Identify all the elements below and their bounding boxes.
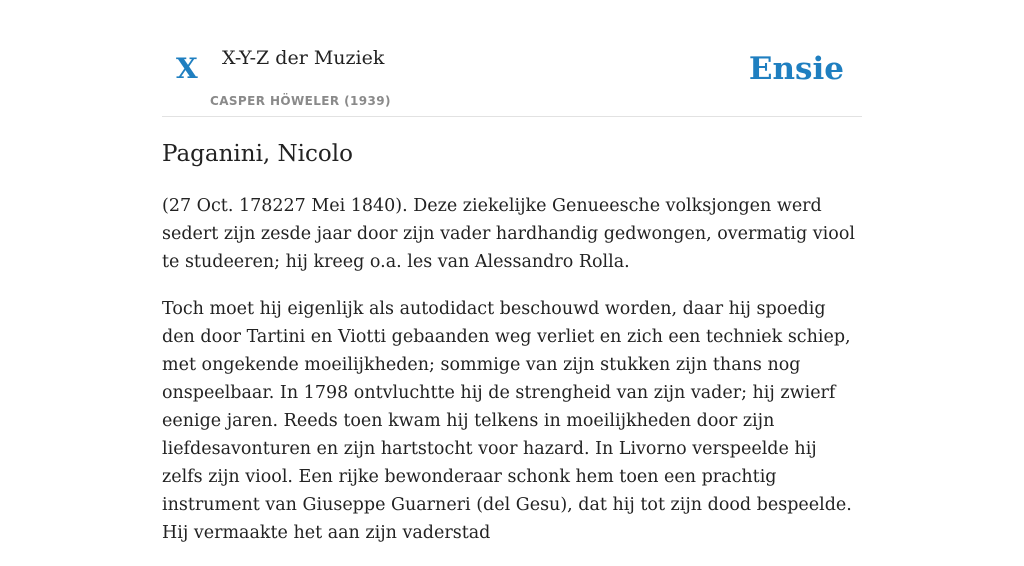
brand-logo[interactable]: Ensie <box>748 51 844 87</box>
paragraph: Toch moet hij eigenlijk als autodidact beschouwd worden, daar hij spoedig den door Tartini en Viotti gebaanden weg verliet en zich een techniek schiep, met ongekende moeilijkheden; sommige van zijn stukken zijn thans nog onspeelbaar. In 1798 ontvluchtte hij de strengheid van zijn vader; hij zwierf eenige jaren. Reeds toen kwam hij telkens in moeilijkheden door zijn liefdesavonturen en zijn hartstocht voor hazard. In Livorno verspeelde hij zelfs zijn viool. Een rijke bewonderaar schonk hem toen een prachtig instrument van Giuseppe Guarneri (del Gesu), dat hij tot zijn dood bespeelde. Hij vermaakte het aan zijn vaderstad <box>162 299 852 543</box>
paragraph: (27 Oct. 178227 Mei 1840). Deze ziekelijke Genueesche volksjongen werd sedert zijn zesde jaar door zijn vader hardhandig gedwongen, overmatig viool te studeeren; hij kreeg o.a. les van Alessandro Rolla. <box>162 196 855 272</box>
header <box>162 0 862 117</box>
article-title: Paganini, Nicolo <box>162 141 353 167</box>
book-title[interactable]: X-Y-Z der Muziek <box>222 47 385 69</box>
book-author: CASPER HÖWELER (1939) <box>210 94 391 108</box>
book-logo-link[interactable]: X <box>176 52 198 85</box>
article-body <box>162 192 862 566</box>
